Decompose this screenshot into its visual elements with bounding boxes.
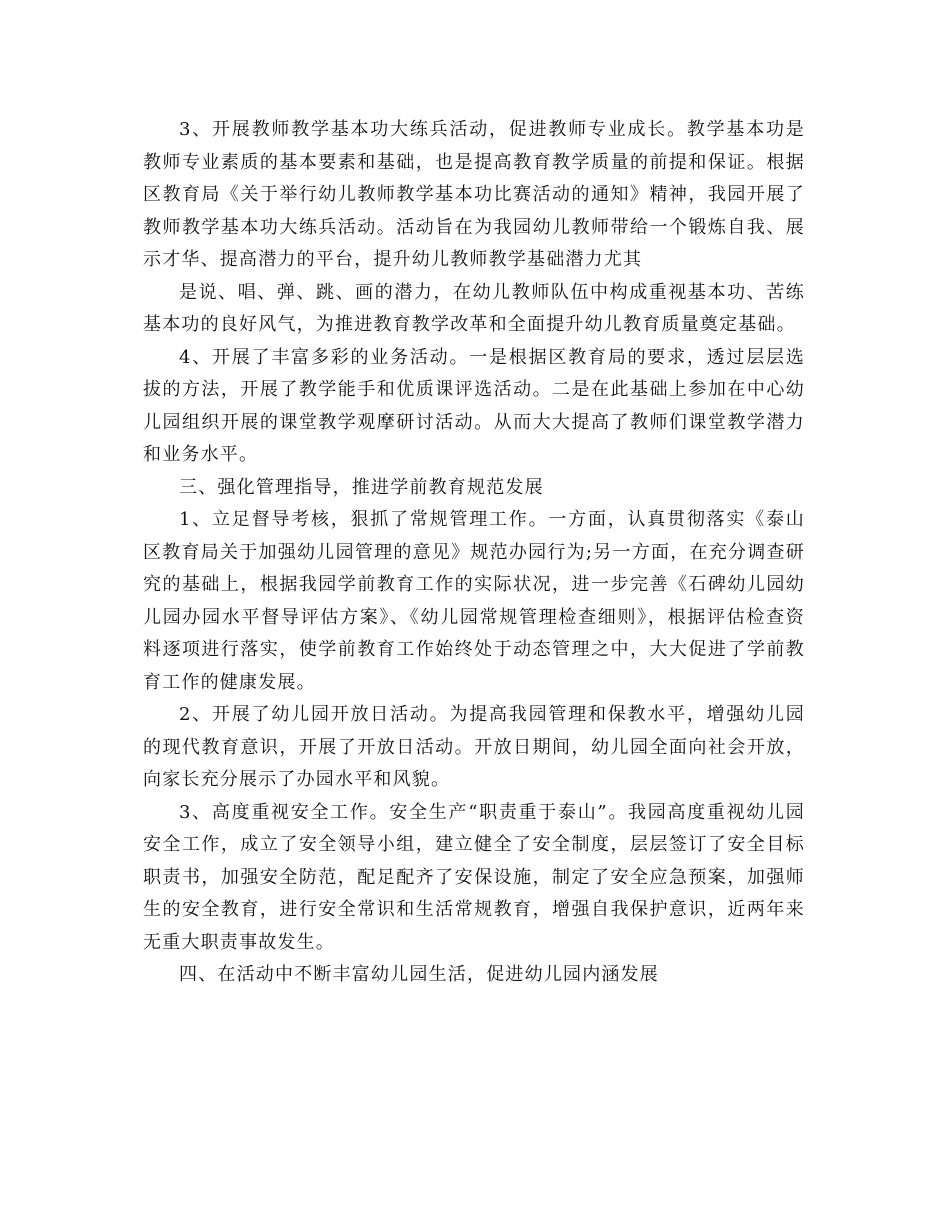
paragraph-supervision: 1、立足督导考核，狠抓了常规管理工作。一方面，认真贯彻落实《泰山区教育局关于加强幼儿园管理的意见》规范办园行为;另一方面，在充分调查研究的基础上，根据我园学前教育工作的实际状况，进一步完善《石碑幼儿园幼儿园办园水平督导评估方案》、《幼儿园常规管理检查细则》，根据评估检查资料逐项进行落实，使学前教育工作始终处于动态管理之中，大大促进了学前教育工作的健康发展。 — [143, 509, 805, 693]
section-heading-management: 三、强化管理指导，推进学前教育规范发展 — [179, 476, 544, 498]
paragraph-teacher-skills: 3、开展教师教学基本功大练兵活动，促进教师专业成长。教学基本功是教师专业素质的基本要素和基础，也是提高教育教学质量的前提和保证。根据区教育局《关于举行幼儿教师教学基本功比赛活动的通知》精神，我园开展了教师教学基本功大练兵活动。活动旨在为我园幼儿教师带给一个锻炼自我、展示才华、提高潜力的平台，提升幼儿教师教学基础潜力尤其 — [143, 119, 805, 270]
paragraph-business-activities: 4、开展了丰富多彩的业务活动。一是根据区教育局的要求，透过层层选拔的方法，开展了教学能手和优质课评选活动。二是在此基础上参加在中心幼儿园组织开展的课堂教学观摩研讨活动。从而大大提高了教师们课堂教学潜力和业务水平。 — [143, 346, 805, 465]
document-body — [143, 114, 805, 992]
paragraph-safety: 3、高度重视安全工作。安全生产“职责重于泰山”。我园高度重视幼儿园安全工作，成立了安全领导小组，建立健全了安全制度，层层签订了安全目标职责书，加强安全防范，配足配齐了安保设施，制定了安全应急预案，加强师生的安全教育，进行安全常识和生活常规教育，增强自我保护意识，近两年来无重大职责事故发生。 — [143, 801, 805, 953]
section-heading-activities: 四、在活动中不断丰富幼儿园生活，促进幼儿园内涵发展 — [179, 964, 659, 985]
paragraph-open-day: 2、开展了幼儿园开放日活动。为提高我园管理和保教水平，增强幼儿园的现代教育意识，开展了开放日活动。开放日期间，幼儿园全面向社会开放，向家长充分展示了办园水平和风貌。 — [143, 704, 805, 790]
paragraph-skills-continued: 是说、唱、弹、跳、画的潜力，在幼儿教师队伍中构成重视基本功、苦练基本功的良好风气，为推进教育教学改革和全面提升幼儿教育质量奠定基础。 — [143, 281, 805, 335]
